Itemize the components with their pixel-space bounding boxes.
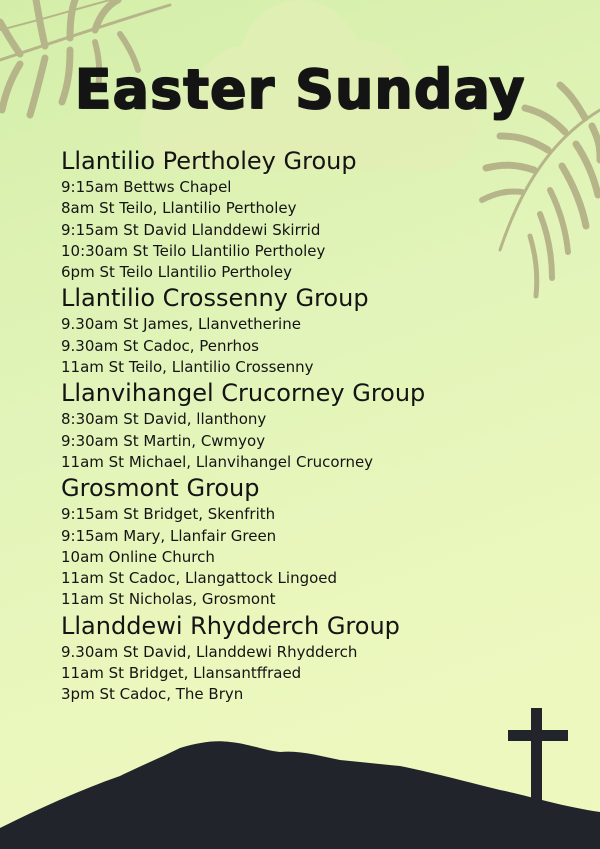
service-item: 8am St Teilo, Llantilio Pertholey (61, 199, 297, 218)
group-heading: Llanvihangel Crucorney Group (61, 379, 426, 408)
group-llanvihangel-crucorney (61, 378, 561, 473)
group-heading: Llanddewi Rhydderch Group (61, 611, 400, 640)
service-item: 9.30am St David, Llanddewi Rhydderch (61, 642, 358, 661)
service-item: 10am Online Church (61, 547, 215, 566)
group-heading: Llantilio Pertholey Group (61, 147, 357, 175)
group-heading: Grosmont Group (61, 474, 260, 503)
page-title: Easter Sunday (74, 58, 526, 121)
service-list (61, 146, 561, 706)
service-item: 10:30am St Teilo Llantilio Pertholey (61, 241, 326, 260)
service-item: 9.30am St Cadoc, Penrhos (61, 336, 259, 355)
service-item: 3pm St Cadoc, The Bryn (61, 685, 244, 704)
group-llanddewi-rhydderch (61, 611, 561, 706)
service-item: 6pm St Teilo Llantilio Pertholey (61, 263, 293, 282)
service-item: 11am St Michael, Llanvihangel Crucorney (61, 452, 374, 471)
service-item: 8:30am St David, llanthony (61, 410, 267, 429)
service-item: 9:30am St Martin, Cwmyoy (61, 431, 266, 450)
service-item: 9:15am St David Llanddewi Skirrid (61, 220, 321, 239)
group-llantilio-pertholey (61, 146, 561, 283)
service-item: 11am St Nicholas, Grosmont (61, 590, 276, 609)
group-llantilio-crossenny (61, 283, 561, 378)
service-item: 9.30am St James, Llanvetherine (61, 315, 301, 334)
group-heading: Llantilio Crossenny Group (61, 284, 369, 313)
hill-silhouette (0, 700, 600, 849)
group-grosmont (61, 473, 561, 610)
service-item: 9:15am Bettws Chapel (61, 178, 232, 196)
service-item: 9:15am Mary, Llanfair Green (61, 526, 277, 545)
service-item: 11am St Bridget, Llansantffraed (61, 664, 302, 683)
service-item: 11am St Teilo, Llantilio Crossenny (61, 358, 314, 377)
service-item: 11am St Cadoc, Llangattock Lingoed (61, 569, 338, 588)
service-item: 9:15am St Bridget, Skenfrith (61, 505, 276, 524)
